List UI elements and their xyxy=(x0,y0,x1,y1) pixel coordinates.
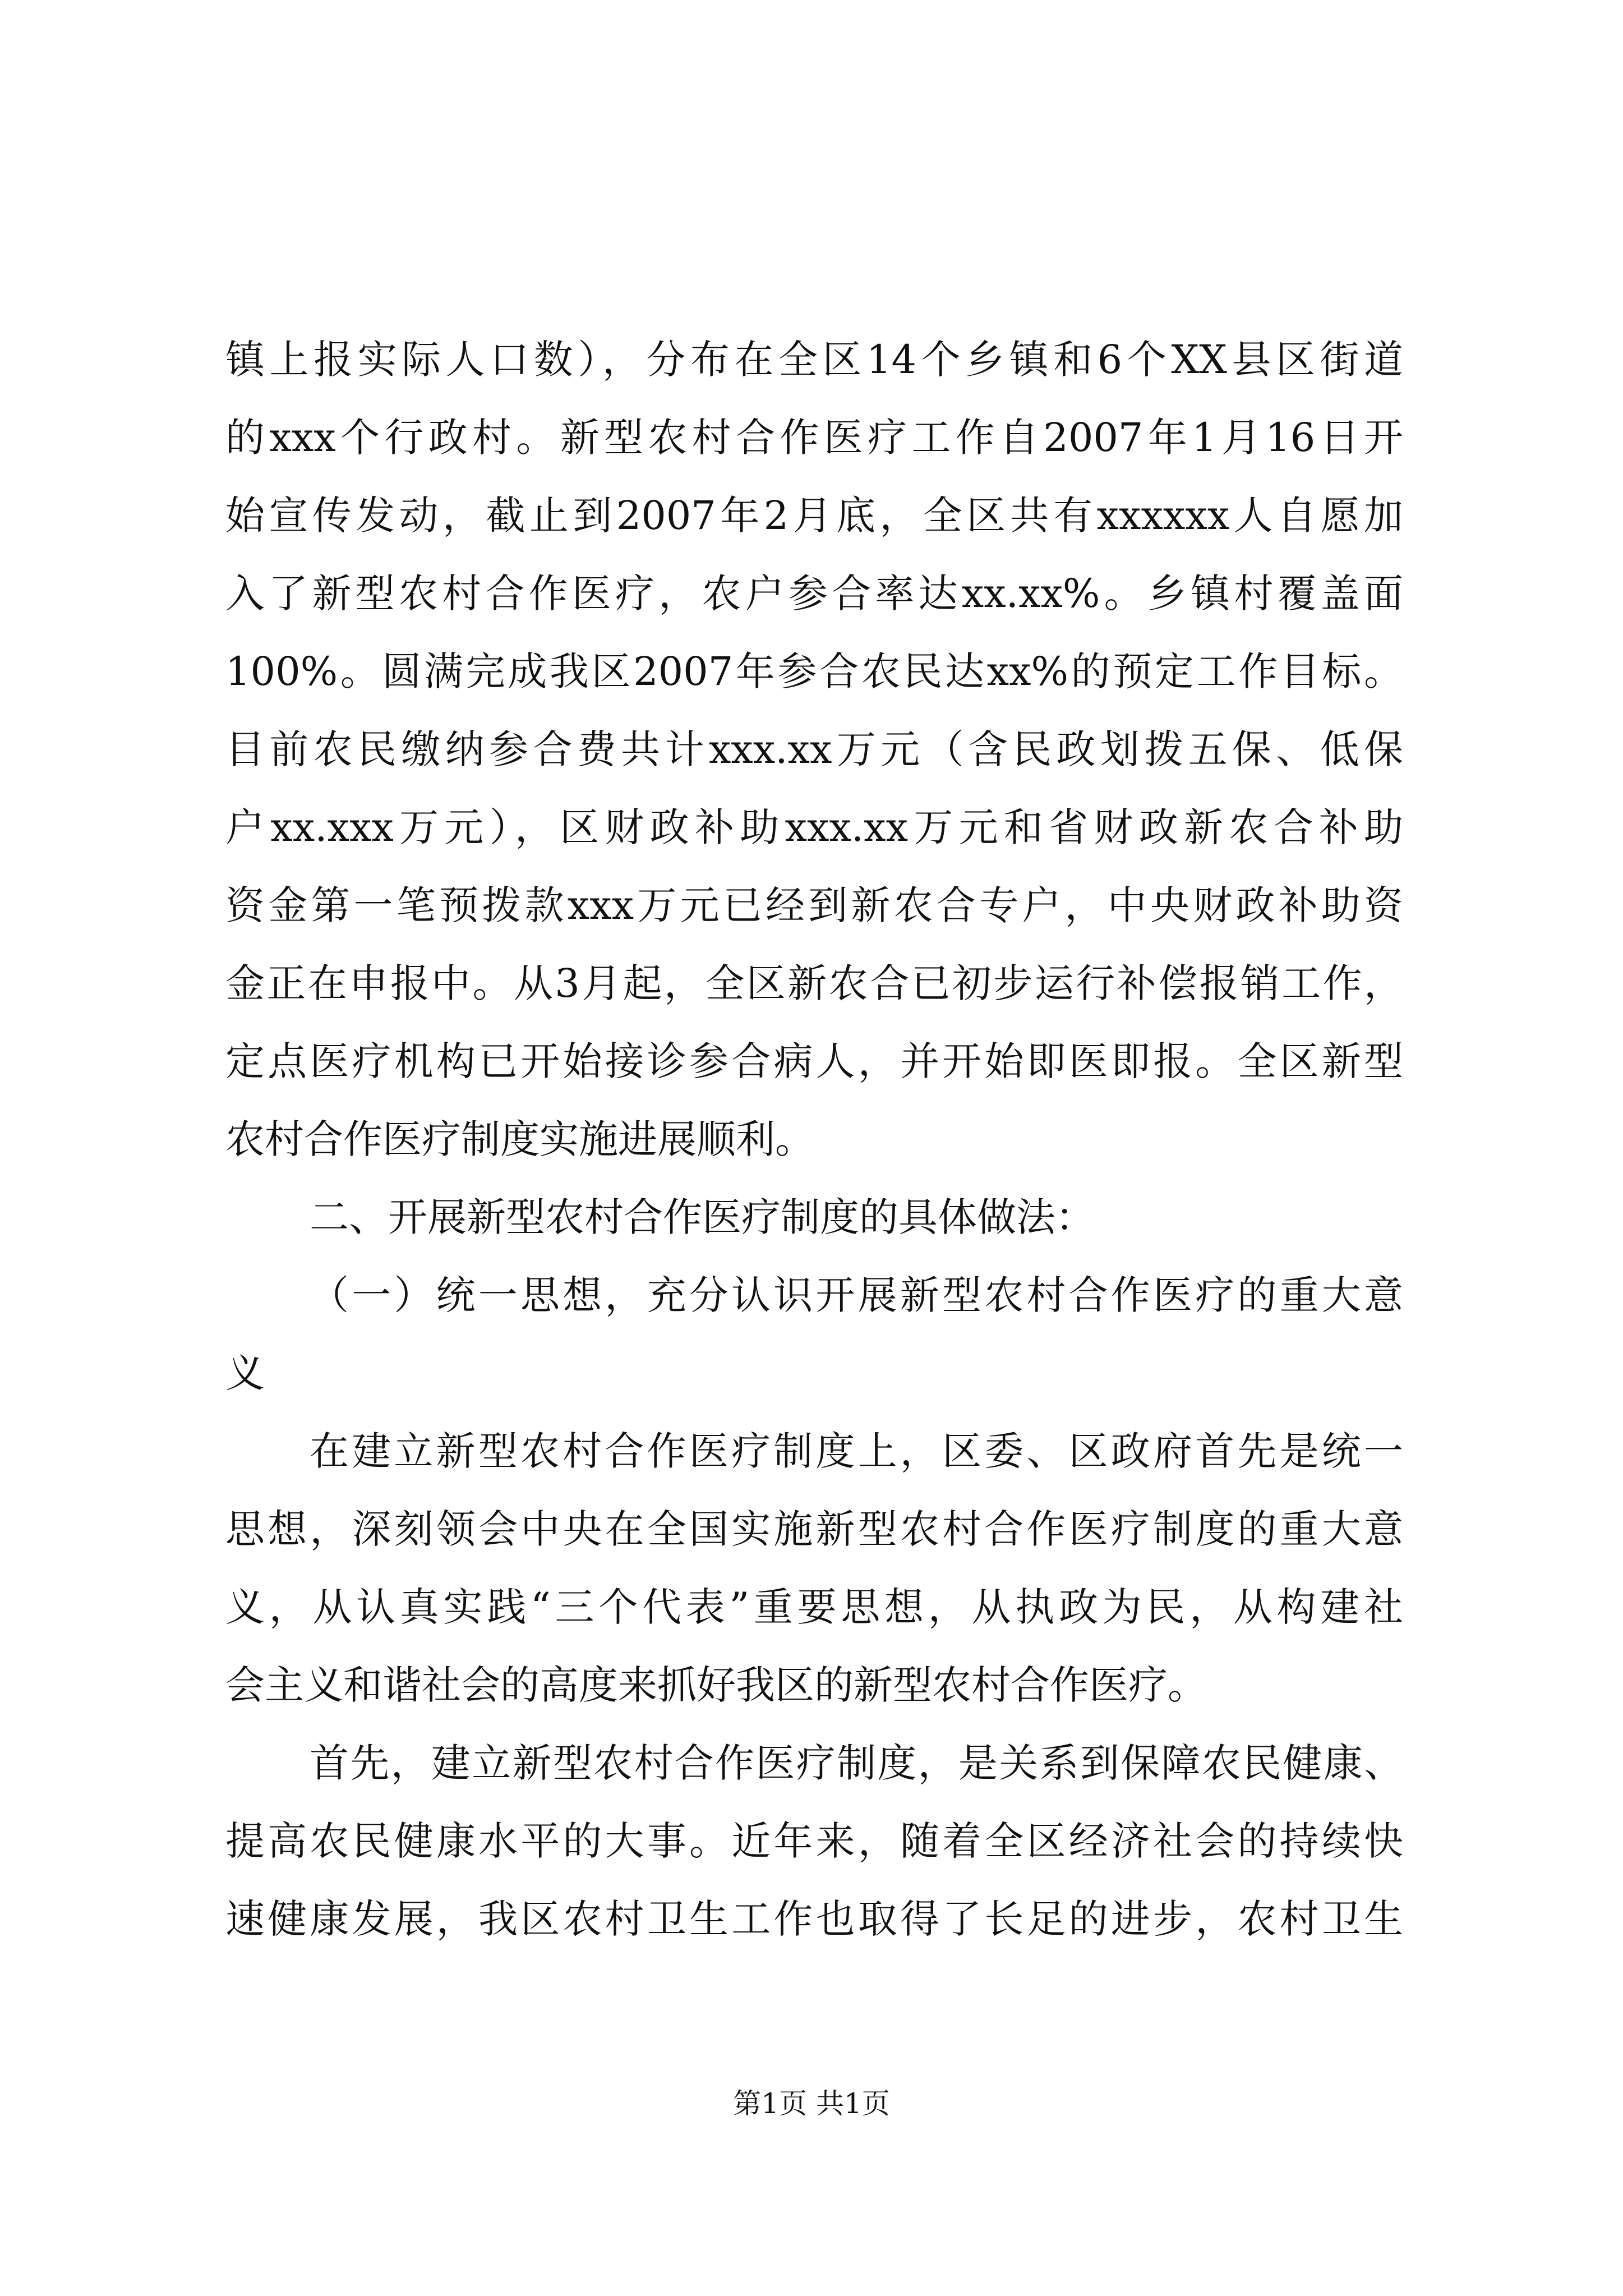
body-text-line: 始宣传发动，截止到2007年2月底，全区共有xxxxxx人自愿加 xyxy=(225,493,1403,539)
body-text-line: 农村合作医疗制度实施进展顺利。 xyxy=(225,1116,814,1162)
body-text-line: 速健康发展，我区农村卫生工作也取得了长足的进步，农村卫生 xyxy=(225,1896,1403,1942)
body-text-line: 户xx.xxx万元），区财政补助xxx.xx万元和省财政新农合补助 xyxy=(225,804,1403,850)
subsection-heading: （一）统一思想，充分认识开展新型农村合作医疗的重大意 xyxy=(310,1272,1403,1318)
body-text-line: 思想，深刻领会中央在全国实施新型农村合作医疗制度的重大意 xyxy=(225,1506,1403,1552)
body-text-line: 的xxx个行政村。新型农村合作医疗工作自2007年1月16日开 xyxy=(225,415,1403,461)
body-text-line: 义，从认真实践“三个代表”重要思想，从执政为民，从构建社 xyxy=(225,1584,1403,1630)
body-text-line: 金正在申报中。从3月起，全区新农合已初步运行补偿报销工作， xyxy=(225,960,1403,1006)
page-number-footer: 第1页 共1页 xyxy=(733,2087,890,2120)
body-text-line: 资金第一笔预拨款xxx万元已经到新农合专户，中央财政补助资 xyxy=(225,882,1403,928)
paragraph-first-line: 首先，建立新型农村合作医疗制度，是关系到保障农民健康、 xyxy=(310,1740,1403,1786)
body-text-line: 定点医疗机构已开始接诊参合病人，并开始即医即报。全区新型 xyxy=(225,1038,1403,1084)
section-heading: 二、开展新型农村合作医疗制度的具体做法： xyxy=(310,1194,1095,1240)
paragraph-first-line: 在建立新型农村合作医疗制度上，区委、区政府首先是统一 xyxy=(310,1428,1403,1474)
body-text-line: 入了新型农村合作医疗，农户参合率达xx.xx%。乡镇村覆盖面 xyxy=(225,570,1403,616)
body-text-line: 提高农民健康水平的大事。近年来，随着全区经济社会的持续快 xyxy=(225,1818,1403,1864)
body-text-line: 镇上报实际人口数），分布在全区14个乡镇和6个XX县区街道 xyxy=(225,337,1403,383)
subsection-heading-continued: 义 xyxy=(225,1350,265,1396)
body-text-line: 会主义和谐社会的高度来抓好我区的新型农村合作医疗。 xyxy=(225,1662,1207,1708)
body-text-line: 目前农民缴纳参合费共计xxx.xx万元（含民政划拨五保、低保 xyxy=(225,726,1403,772)
body-text-line: 100%。圆满完成我区2007年参合农民达xx%的预定工作目标。 xyxy=(225,648,1403,694)
